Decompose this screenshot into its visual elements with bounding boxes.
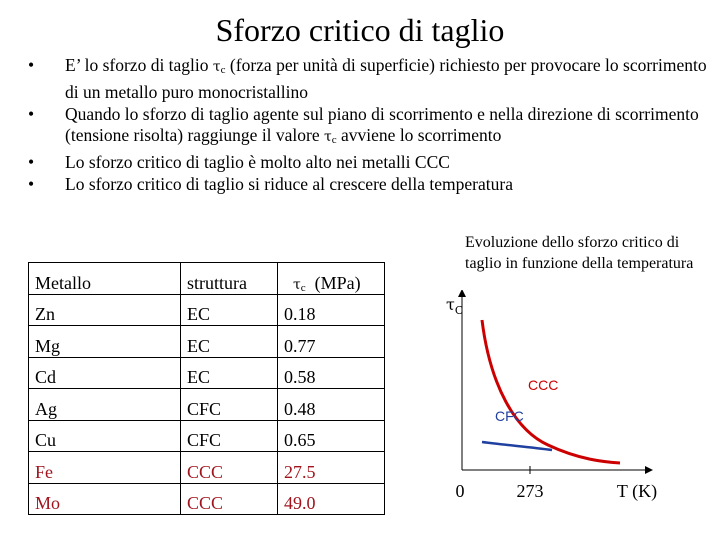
bullet-text-before: Quando lo sforzo di taglio agente sul piano di scorrimento e nella direzione di scorrimento (tensione risolta) raggiunge il valore (65, 103, 699, 145)
cell-structure: EC (181, 326, 278, 358)
table-row-highlighted (29, 483, 385, 515)
cell-value: 27.5 (278, 452, 385, 484)
cell-structure: CFC (181, 389, 278, 421)
bullet-list (28, 55, 708, 196)
bullet-dot-icon: • (28, 174, 35, 194)
tau-subscript: c (220, 64, 226, 76)
cell-structure: CFC (181, 420, 278, 452)
table-row (29, 420, 385, 452)
cfc-curve-label: CFC (495, 408, 524, 424)
bullet-text-before: E’ lo sforzo di taglio (65, 55, 213, 75)
header-metal: Metallo (29, 263, 181, 295)
header-unit: (MPa) (314, 272, 361, 293)
cell-value: 0.58 (278, 357, 385, 389)
cell-metal: Zn (29, 294, 181, 326)
cell-metal: Mo (29, 483, 181, 515)
cell-value: 0.48 (278, 389, 385, 421)
x-axis-label: T (K) (616, 481, 658, 501)
bullet-dot-icon: • (28, 55, 35, 75)
table-row-highlighted (29, 452, 385, 484)
bullet-item (28, 174, 708, 196)
y-axis-label: $\tau_C$ (446, 295, 464, 317)
cell-metal: Cu (29, 420, 181, 452)
table-row (29, 294, 385, 326)
header-tau (278, 263, 385, 295)
tau-subscript: c (300, 281, 306, 294)
header-structure: struttura (181, 263, 278, 295)
cell-structure: EC (181, 294, 278, 326)
temperature-graph (430, 290, 720, 510)
tau-subscript: c (331, 134, 337, 146)
tau-symbol: τ (293, 276, 301, 293)
bullet-item (28, 152, 708, 174)
cell-structure: CCC (181, 452, 278, 484)
bullet-text-after: (forza per unità di superficie) richiesto per provocare lo scorrimento di un metallo puro monocristallino (65, 55, 707, 102)
table-row (29, 389, 385, 421)
graph-caption: Evoluzione dello sforzo critico di taglio in funzione della temperatura (465, 234, 694, 272)
critical-stress-table (28, 262, 385, 515)
cell-value: 0.18 (278, 294, 385, 326)
bullet-text: Lo sforzo critico di taglio si riduce al crescere della temperatura (65, 174, 513, 194)
cell-metal: Fe (29, 452, 181, 484)
table-row (29, 357, 385, 389)
cell-value: 49.0 (278, 483, 385, 515)
bullet-text-after: avviene lo scorrimento (336, 125, 502, 145)
tau-symbol: τ (212, 59, 221, 75)
cell-structure: EC (181, 357, 278, 389)
slide-title: Sforzo critico di taglio (215, 12, 505, 48)
ccc-curve-label: CCC (528, 377, 559, 393)
table-row (29, 326, 385, 358)
cell-value: 0.77 (278, 326, 385, 358)
tau-symbol: τ (324, 129, 332, 145)
bullet-item (28, 55, 708, 103)
cell-metal: Mg (29, 326, 181, 358)
table-header-row (29, 263, 385, 295)
cell-structure: CCC (181, 483, 278, 515)
cell-value: 0.65 (278, 420, 385, 452)
x-tick-label-273: 273 (516, 481, 544, 501)
bullet-dot-icon: • (28, 103, 35, 124)
bullet-item (28, 104, 708, 152)
bullet-dot-icon: • (28, 152, 35, 172)
bullet-text: Lo sforzo critico di taglio è molto alto nei metalli CCC (65, 152, 450, 172)
cell-metal: Cd (29, 357, 181, 389)
cell-metal: Ag (29, 389, 181, 421)
x-tick-label-0: 0 (455, 481, 465, 501)
